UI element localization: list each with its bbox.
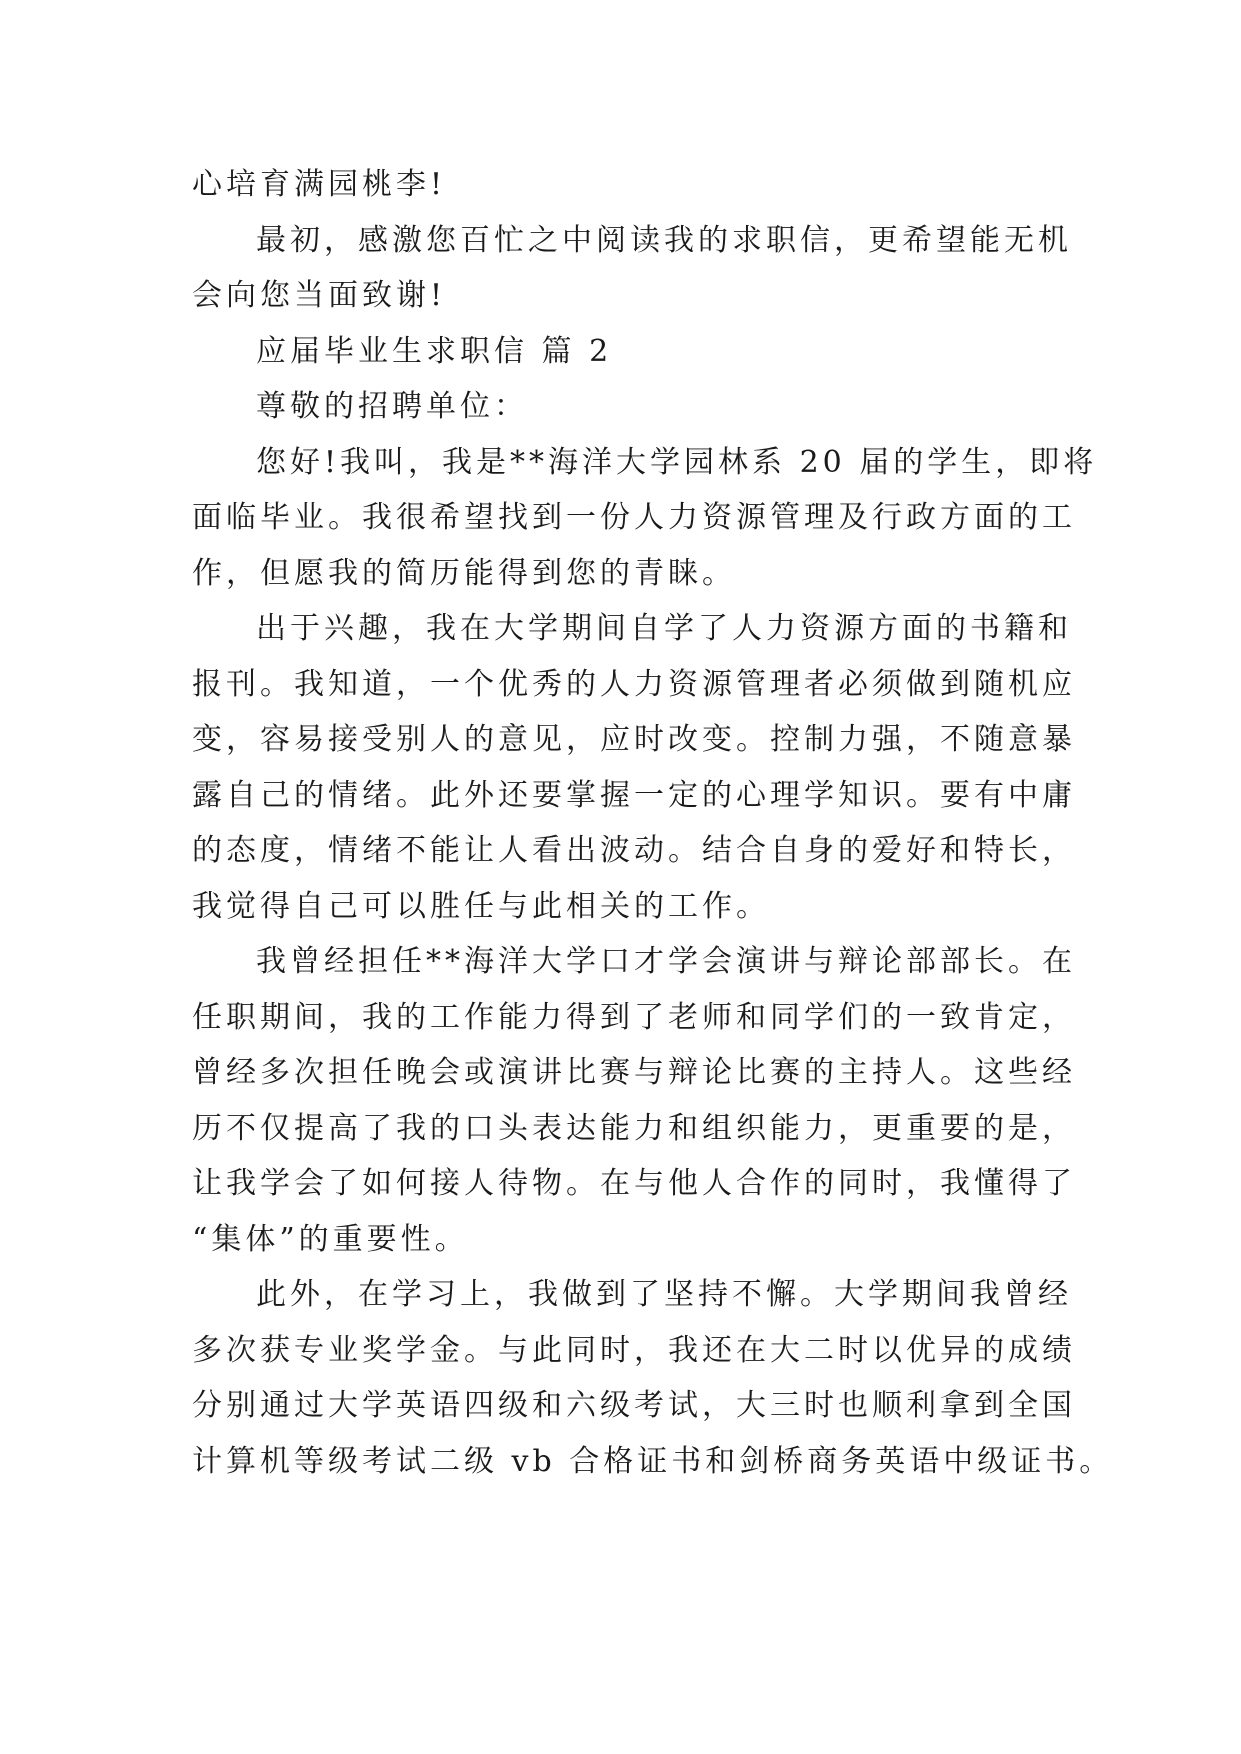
body-text-line: 露自己的情绪。此外还要掌握一定的心理学知识。要有中庸: [192, 778, 1076, 813]
body-text-line: “集体”的重要性。: [192, 1222, 469, 1257]
body-text-line: 会向您当面致谢!: [192, 278, 447, 313]
body-text-line: 最初，感激您百忙之中阅读我的求职信，更希望能无机: [256, 223, 1072, 258]
body-text-line: 我曾经担任**海洋大学口才学会演讲与辩论部部长。在: [256, 944, 1076, 979]
body-text-line: 历不仅提高了我的口头表达能力和组织能力，更重要的是，: [192, 1111, 1076, 1146]
body-text-line: 作，但愿我的简历能得到您的青睐。: [192, 556, 736, 591]
body-text-line: 的态度，情绪不能让人看出波动。结合自身的爱好和特长，: [192, 833, 1076, 868]
body-text-line: 分别通过大学英语四级和六级考试，大三时也顺利拿到全国: [192, 1388, 1076, 1423]
body-text-line: 此外，在学习上，我做到了坚持不懈。大学期间我曾经: [256, 1277, 1072, 1312]
body-text-line: 计算机等级考试二级 vb 合格证书和剑桥商务英语中级证书。: [192, 1444, 1114, 1479]
body-text-line: 我觉得自己可以胜任与此相关的工作。: [192, 889, 770, 924]
body-text-line: 您好!我叫，我是**海洋大学园林系 20 届的学生，即将: [256, 445, 1098, 480]
body-text-line: 出于兴趣，我在大学期间自学了人力资源方面的书籍和: [256, 611, 1072, 646]
salutation: 尊敬的招聘单位：: [256, 389, 528, 424]
body-text-line: 多次获专业奖学金。与此同时，我还在大二时以优异的成绩: [192, 1333, 1076, 1368]
body-text-line: 面临毕业。我很希望找到一份人力资源管理及行政方面的工: [192, 500, 1076, 535]
body-text-line: 心培育满园桃李!: [192, 167, 447, 202]
body-text-line: 曾经多次担任晚会或演讲比赛与辩论比赛的主持人。这些经: [192, 1055, 1076, 1090]
section-heading: 应届毕业生求职信 篇 2: [256, 334, 613, 369]
body-text-line: 让我学会了如何接人待物。在与他人合作的同时，我懂得了: [192, 1166, 1076, 1201]
body-text-line: 报刊。我知道，一个优秀的人力资源管理者必须做到随机应: [192, 667, 1076, 702]
body-text-line: 变，容易接受别人的意见，应时改变。控制力强，不随意暴: [192, 722, 1076, 757]
body-text-line: 任职期间，我的工作能力得到了老师和同学们的一致肯定，: [192, 1000, 1076, 1035]
